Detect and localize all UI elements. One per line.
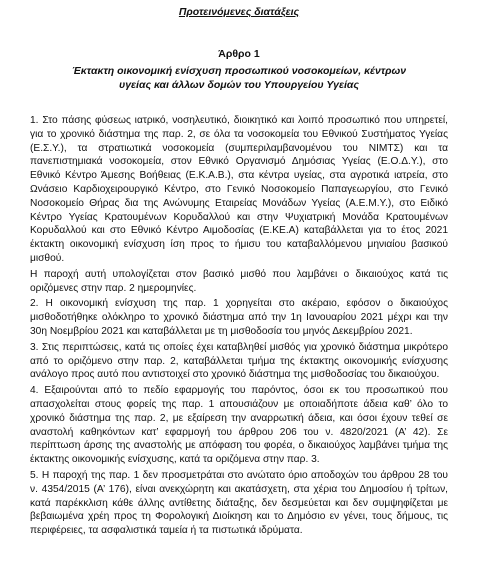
paragraph-1: 1. Στο πάσης φύσεως ιατρικό, νοσηλευτικό, διοικητικό και λοιπό προσωπικό που υπηρετεί, για το χρονικό διάστημα της παρ. 2, σε όλα τα νοσοκομεία του Εθνικού Συστήματος Υγείας (Ε.Σ.Υ.), τα στρατιωτικά νοσοκομεία (συμπεριλαμβανομένου του ΝΙΜΤΣ) και τα πανεπιστημιακά νοσοκομεία, στον Εθνικό Οργανισμό Δημόσιας Υγείας (Ε.Ο.Δ.Υ.), στο Εθνικό Κέντρο Άμεσης Βοήθειας (Ε.Κ.Α.Β.), στα κέντρα υγείας, στα αγροτικά ιατρεία, στο Ωνάσειο Καρδιοχειρουργικό Κέντρο, στο Γενικό Νοσοκομείο Παπαγεωργίου, στο Γενικό Νοσοκομείο Θήρας δια της Ανώνυμης Εταιρείας Μονάδων Υγείας (Α.Ε.Μ.Υ.), στο Ειδικό Κέντρο Υγείας Κρατουμένων Κορυδαλλού και στην Ψυχιατρική Μονάδα Κρατουμένων Κορυδαλλού και στο Εθνικό Κέντρο Αιμοδοσίας (Ε.ΚΕ.Α) καταβάλλεται για το έτος 2021 έκτακτη οικονομική ενίσχυση ίση προς το ήμισυ του καταβαλλόμενου μηνιαίου βασικού μισθού. [30,115,448,264]
paragraph-4: 4. Εξαιρούνται από το πεδίο εφαρμογής του παρόντος, όσοι εκ του προσωπικού που απασχολείται στους φορείς της παρ. 1 απουσιάζουν με οποιαδήποτε άδεια καθ’ όλο το χρονικό διάστημα της παρ. 2, με εξαίρεση την αναρρωτική άδεια, και όσοι έχουν τεθεί σε αναστολή καθηκόντων κατ’ εφαρμογή του άρθρου 206 του ν. 4820/2021 (Α’ 42). Σε περίπτωση άρσης της αναστολής με απόφαση του φορέα, ο δικαιούχος λαμβάνει τμήμα της έκτακτης οικονομικής ενίσχυσης, κατά τα οριζόμενα στην παρ. 3. [30,385,448,466]
section-title: Προτεινόμενες διατάξεις [178,6,300,18]
paragraph-3: 3. Στις περιπτώσεις, κατά τις οποίες έχει καταβληθεί μισθός για χρονικό διάστημα μικρότερο από το οριζόμενο στην παρ. 2, καταβάλλεται τμήμα της έκτακτης οικονομικής ενίσχυσης ανάλογο προς αυτό που αντιστοιχεί στο χρονικό διάστημα της μισθοδοσίας του δικαιούχου. [30,341,448,381]
article-title: Έκτακτη οικονομική ενίσχυση προσωπικού νοσοκομείων, κέντρων υγείας και άλλων δομών του Υπουργείου Υγείας [71,65,407,91]
article-number: Άρθρο 1 [218,48,260,60]
paragraph-1-note: Η παροχή αυτή υπολογίζεται στον βασικό μισθό που λαμβάνει ο δικαιούχος κατά τις οριζόμενες στην παρ. 2 ημερομηνίες. [30,268,448,294]
paragraph-2: 2. Η οικονομική ενίσχυση της παρ. 1 χορηγείται στο ακέραιο, εφόσον ο δικαιούχος μισθοδοτήθηκε ολόκληρο το χρονικό διάστημα από την 1η Ιανουαρίου 2021 μέχρι και την 30η Νοεμβρίου 2021 και καταβάλλεται με τη μισθοδοσία του μηνός Δεκεμβρίου 2021. [30,298,448,337]
article-body [30,114,448,538]
paragraph-5: 5. Η παροχή της παρ. 1 δεν προσμετράται στο ανώτατο όριο αποδοχών του άρθρου 28 του ν. 4354/2015 (Α’ 176), είναι ανεκχώρητη και ακατάσχετη, στα χέρια του Δημοσίου ή τρίτων, κατά παρέκκλιση κάθε άλλης αντίθετης διάταξης, δεν δεσμεύεται και δεν συμψηφίζεται με βεβαιωμένα χρέη προς τη Φορολογική Διοίκηση και το Δημόσιο εν γένει, τους δήμους, τις περιφέρειες, τα ασφαλιστικά ταμεία ή τα πιστωτικά ιδρύματα. [30,469,448,537]
